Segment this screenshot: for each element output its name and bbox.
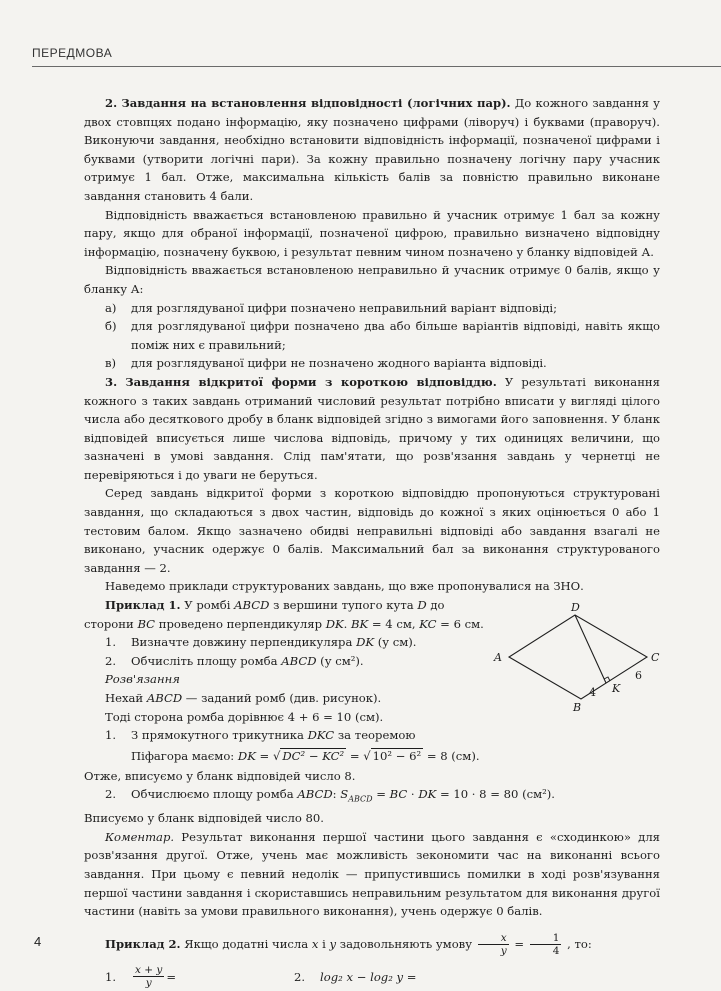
var: ABCD	[281, 653, 317, 668]
var: D	[417, 598, 427, 613]
list-item-c	[84, 354, 660, 373]
var: DK	[325, 616, 344, 631]
vertex-label-c: C	[651, 651, 660, 664]
text-run: проведено перпендикуляр	[155, 616, 326, 631]
rhombus-outline	[509, 615, 647, 699]
var: BC	[389, 787, 408, 802]
text-run: = 4 см,	[368, 616, 416, 631]
sec3-paragraph-3: Наведемо приклади структурованих завдань, що вже пропонувалися на ЗНО.	[105, 579, 584, 594]
denominator: 4	[552, 945, 560, 958]
solution-line-2: Тоді сторона ромба дорівнює 4 + 6 = 10 (см).	[105, 709, 384, 724]
item-number: 1.	[105, 635, 117, 650]
text-run: =	[510, 936, 528, 951]
sec2-number: 2.	[105, 96, 118, 110]
text-run: Якщо додатні числа	[184, 936, 312, 951]
radicand: 10² − 6²	[372, 748, 422, 763]
text-run: — заданий ромб (див. рисунок).	[182, 691, 382, 705]
text-run: задовольняють умову	[336, 936, 476, 951]
text-run: ·	[407, 787, 419, 802]
text-run: :	[332, 787, 341, 802]
vertex-label-a: A	[494, 651, 502, 664]
segment-label-4: 4	[589, 686, 596, 699]
var: DKC	[307, 728, 335, 743]
item-number: 2.	[105, 787, 117, 802]
main-text	[84, 94, 660, 991]
list-marker: а)	[105, 300, 117, 315]
text-run: Обчислюємо площу ромба	[131, 787, 298, 802]
log-expression: log₂ x − log₂ y =	[320, 969, 417, 984]
example-1-label: Приклад 1.	[105, 598, 181, 613]
var: x	[311, 936, 319, 951]
var: y	[329, 936, 337, 951]
sec2-paragraph-3: Відповідність вважається встановленою неправильно й учасник отримує 0 балів, якщо у бланку А:	[84, 263, 660, 296]
point-label-k: K	[612, 682, 621, 695]
example-2-label: Приклад 2.	[105, 936, 181, 951]
text-run: = 8 (см).	[423, 748, 480, 763]
running-header: ПЕРЕДМОВА	[32, 46, 113, 60]
text-run: =	[255, 748, 273, 763]
list-marker: в)	[105, 356, 117, 371]
var: DK	[418, 787, 437, 802]
fraction-1-over-4	[530, 932, 562, 957]
sec3-paragraph-1	[84, 373, 660, 485]
sec2-paragraph-1	[84, 94, 660, 206]
list-text: для розглядуваної цифри позначено неправильний варіант відповіді;	[131, 300, 557, 315]
item-number: 2.	[294, 969, 306, 984]
text-run: =	[166, 969, 177, 984]
rhombus-figure	[485, 600, 695, 715]
solution-step-1	[84, 726, 660, 745]
var: BC	[137, 616, 156, 631]
solution-step-1-formula	[84, 745, 660, 767]
text-run: (у см).	[374, 635, 417, 650]
page-number: 4	[34, 934, 42, 949]
list-text: для розглядуваної цифри не позначено жодного варіанта відповіді.	[131, 356, 547, 371]
numerator: 1	[530, 932, 562, 945]
sec2-text-1: До кожного завдання у двох стовпцях подано інформацію, яку позначено цифрами (ліворуч) і буквами (праворуч). Виконуючи завдання, необхідно встановити відповідність інформації, позначеної цифрами і буквами (утворити логічні пари). За кожну правильно позначену логічну пару учасник отримує 1 бал. Отже, максимальна кількість балів за повністю правильно виконане завдання становить 4 бали.	[84, 96, 660, 203]
sqrt-sign: √	[363, 748, 371, 763]
sec3-number: 3.	[105, 374, 118, 389]
item-number: 1.	[105, 969, 117, 984]
perpendicular-dk	[575, 615, 606, 683]
comment-text: Результат виконання першої частини цього завдання є «сходинкою» для розв'язання другої. Отже, учень має можливість зекономити час на виконанні всього завдання. При цьому є певний недолік — припустившись помилки в ході розв'язування першої частини завдання і скориставшись неправильним результатом для виконання другої частини (навіть за умови правильного виконання), учень одержує 0 балів.	[84, 829, 660, 919]
text-run: (у см²).	[316, 653, 364, 668]
var: ABCD	[234, 598, 270, 613]
segment-label-6: 6	[635, 669, 642, 682]
text-run: , то:	[563, 936, 592, 951]
vertex-label-d: D	[571, 601, 580, 614]
sec2-title: Завдання на встановлення відповідності (логічних пар).	[121, 96, 511, 110]
subscript: ABCD	[348, 794, 373, 804]
text-run: = 10 · 8 = 80 (см²).	[436, 787, 555, 802]
fraction-x-plus-y-over-y	[133, 964, 164, 989]
radicand: DC² − KC²	[282, 748, 345, 763]
text-run: .	[343, 616, 348, 631]
solution-step-2-answer: Вписуємо у бланк відповідей число 80.	[84, 811, 324, 826]
solution-step-2	[84, 785, 660, 809]
fraction-x-over-y	[478, 932, 509, 957]
solution-title: Розв'язання	[105, 672, 180, 687]
numerator: x + y	[135, 964, 163, 977]
text-run: =	[346, 748, 364, 763]
list-marker: б)	[105, 319, 117, 334]
list-text: для розглядуваної цифри позначено два або більше варіантів відповіді, навіть якщо поміж них є правильний;	[131, 319, 660, 352]
list-item-b	[84, 317, 660, 354]
text-run: =	[372, 787, 390, 802]
header-rule	[32, 66, 721, 67]
text-run: Обчисліть площу ромба	[131, 653, 282, 668]
sec3-text-1: У результаті виконання кожного з таких завдань отриманий числовий результат потрібно вписати у вигляді цілого числа або десяткового дробу в бланк відповідей згідно з вимогами його заповнення. У бланк відповідей вписується лише числова відповідь, причому у тих одиницях величини, що зазначені в умові завдання. Слід пам'ятати, що розв'язання завдань у чернетці не перевіряються і до уваги не беруться.	[84, 374, 660, 482]
comment-paragraph	[84, 828, 660, 921]
var: KC	[419, 616, 437, 631]
text-run: до сторони	[84, 598, 445, 631]
text-run: Піфагора маємо:	[131, 748, 238, 763]
example-2-items	[84, 963, 660, 991]
spacer	[84, 921, 660, 931]
var: ABCD	[297, 787, 333, 802]
item-number: 2.	[105, 653, 117, 668]
solution-step-1-answer: Отже, вписуємо у бланк відповідей число 8.	[84, 768, 356, 783]
var: DK	[237, 748, 256, 763]
text-run: У ромбі	[184, 598, 235, 613]
sec2-paragraph-2: Відповідність вважається встановленою правильно й учасник отримує 1 бал за кожну пару, якщо для обраної інформації, позначеної цифрою, правильно визначено відповідну інформацію, позначену буквою, і результат певним чином позначено у бланку відповідей А.	[84, 207, 660, 259]
sqrt-sign: √	[272, 748, 281, 763]
text-run: Нехай	[105, 691, 147, 705]
list-item-a	[84, 299, 660, 318]
var: BK	[351, 616, 369, 631]
var: ABCD	[146, 691, 183, 705]
var: S	[340, 787, 349, 802]
example-2-condition	[84, 931, 660, 957]
text-run: з вершини тупого кута	[269, 598, 418, 613]
text-run: і	[318, 936, 330, 951]
example-1-condition	[84, 596, 489, 633]
text-run: за теоремою	[334, 728, 416, 743]
denominator: y	[500, 945, 507, 958]
item-number: 1.	[105, 728, 117, 743]
sec3-paragraph-2: Серед завдань відкритої форми з короткою відповіддю пропонуються структуровані завдання, що складаються з двох частин, відповідь до кожної з яких оцінюється 0 або 1 тестовим балом. Якщо зазначено обидві неправильні відповіді або завдання взагалі не виконано, учасник одержує 0 балів. Максимальний бал за виконання структурованого завдання — 2.	[84, 486, 660, 575]
text-run: = 6 см.	[436, 616, 484, 631]
vertex-label-b: B	[573, 701, 582, 714]
text-run: Визначте довжину перпендикуляра	[131, 635, 357, 650]
denominator: y	[145, 977, 152, 990]
numerator: x	[478, 932, 509, 945]
sec3-title: Завдання відкритої форми з короткою відповіддю.	[125, 374, 497, 389]
comment-label: Коментар.	[105, 829, 175, 844]
text-run: З прямокутного трикутника	[131, 728, 308, 743]
var: DK	[356, 635, 375, 650]
